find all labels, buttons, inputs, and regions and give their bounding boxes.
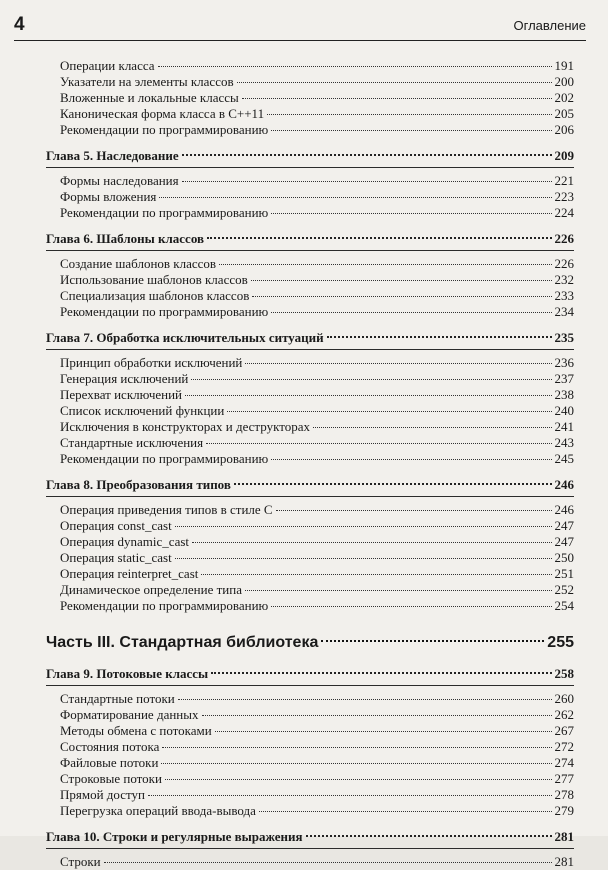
leader-dots	[104, 852, 552, 863]
entry-page: 202	[554, 90, 574, 105]
entry-page: 272	[554, 739, 574, 754]
entry-title: Стандартные исключения	[60, 435, 204, 450]
entry-page: 246	[554, 502, 574, 517]
chapter-page: 258	[554, 666, 574, 681]
entry-title: Прямой доступ	[60, 787, 145, 802]
entry-page: 223	[554, 189, 574, 204]
entry-title: Динамическое определение типа	[60, 582, 242, 597]
entry-page: 226	[554, 256, 574, 271]
leader-dots	[182, 171, 552, 182]
leader-dots	[207, 227, 551, 239]
entry-title: Перехват исключений	[60, 387, 183, 402]
entry-title: Операции класса	[60, 58, 155, 73]
chapter-title: Глава 9. Потоковые классы	[46, 666, 209, 681]
toc-chapter-9[interactable]	[46, 665, 574, 683]
leader-dots	[245, 580, 552, 591]
leader-dots	[271, 120, 551, 131]
entry-title: Рекомендации по программированию	[60, 122, 269, 137]
chapter-title: Глава 6. Шаблоны классов	[46, 231, 205, 246]
entry-page: 279	[554, 803, 574, 818]
entry-page: 250	[554, 550, 574, 565]
leader-dots	[165, 769, 552, 780]
chapter-rule	[46, 496, 574, 497]
entry-title: Вложенные и локальные классы	[60, 90, 239, 105]
chapter-rule	[46, 685, 574, 686]
entry-page: 245	[554, 451, 574, 466]
entry-page: 262	[554, 707, 574, 722]
chapter-rule	[46, 848, 574, 849]
entry-title: Создание шаблонов классов	[60, 256, 217, 271]
chapter-title: Глава 10. Строки и регулярные выражения	[46, 829, 303, 844]
chapter-rule	[46, 349, 574, 350]
entry-title: Специализация шаблонов классов	[60, 288, 250, 303]
chapter-page: 209	[554, 148, 574, 163]
entry-page: 233	[554, 288, 574, 303]
entry-title: Формы вложения	[60, 189, 157, 204]
entry-page: 240	[554, 403, 574, 418]
chapter-page: 246	[554, 477, 574, 492]
leader-dots	[267, 104, 551, 115]
chapter-title: Глава 5. Наследование	[46, 148, 179, 163]
page-header	[14, 14, 586, 41]
leader-dots	[215, 721, 552, 732]
entry-title: Операция приведения типов в стиле С	[60, 502, 273, 517]
part-title: Часть III. Стандартная библиотека	[46, 634, 319, 651]
leader-dots	[276, 500, 552, 511]
leader-dots	[161, 753, 551, 764]
entry-title: Рекомендации по программированию	[60, 304, 269, 319]
entry-page: 243	[554, 435, 574, 450]
leader-dots	[237, 72, 552, 83]
leader-dots	[159, 187, 551, 198]
leader-dots	[251, 270, 552, 281]
page-number: 4	[14, 14, 25, 35]
entry-page: 237	[554, 371, 574, 386]
running-title: Оглавление	[513, 18, 586, 33]
entry-page: 252	[554, 582, 574, 597]
entry-page: 232	[554, 272, 574, 287]
entry-title: Список исключений функции	[60, 403, 225, 418]
leader-dots	[162, 737, 551, 748]
entry-title: Перегрузка операций ввода-вывода	[60, 803, 256, 818]
leader-dots	[202, 705, 552, 716]
leader-dots	[219, 254, 551, 265]
entry-title: Методы обмена с потоками	[60, 723, 212, 738]
toc-entry[interactable]	[46, 122, 574, 138]
leader-dots	[211, 662, 551, 674]
chapter-rule	[46, 250, 574, 251]
leader-dots	[185, 385, 551, 396]
entry-page: 267	[554, 723, 574, 738]
leader-dots	[206, 433, 551, 444]
entry-page: 260	[554, 691, 574, 706]
leader-dots	[242, 88, 552, 99]
chapter-page: 226	[554, 231, 574, 246]
entry-page: 274	[554, 755, 574, 770]
toc-entry[interactable]	[46, 205, 574, 221]
chapter-rule	[46, 167, 574, 168]
leader-dots	[178, 689, 552, 700]
toc-chapter-10[interactable]	[46, 828, 574, 846]
entry-page: 241	[554, 419, 574, 434]
entry-title: Рекомендации по программированию	[60, 598, 269, 613]
entry-title: Каноническая форма класса в C++11	[60, 106, 265, 121]
entry-page: 221	[554, 173, 574, 188]
leader-dots	[259, 801, 552, 812]
leader-dots	[321, 630, 544, 642]
entry-title: Операция static_cast	[60, 550, 172, 565]
toc-part-3[interactable]	[46, 630, 574, 656]
entry-title: Использование шаблонов классов	[60, 272, 248, 287]
entry-title: Файловые потоки	[60, 755, 159, 770]
entry-page: 251	[554, 566, 574, 581]
leader-dots	[148, 785, 552, 796]
leader-dots	[175, 548, 552, 559]
entry-page: 278	[554, 787, 574, 802]
entry-page: 200	[554, 74, 574, 89]
leader-dots	[271, 596, 551, 607]
toc-chapter-6[interactable]	[46, 230, 574, 248]
entry-title: Принцип обработки исключений	[60, 355, 243, 370]
leader-dots	[201, 564, 551, 575]
entry-page: 191	[554, 58, 574, 73]
chapter-title: Глава 7. Обработка исключительных ситуаций	[46, 330, 324, 345]
part-page: 255	[547, 634, 574, 651]
entry-page: 206	[554, 122, 574, 137]
entry-title: Генерация исключений	[60, 371, 189, 386]
entry-title: Форматирование данных	[60, 707, 199, 722]
entry-title: Строковые потоки	[60, 771, 162, 786]
toc-entry[interactable]	[46, 304, 574, 320]
spacer	[46, 614, 574, 630]
chapter-page: 281	[554, 829, 574, 844]
leader-dots	[192, 532, 551, 543]
entry-title: Состояния потока	[60, 739, 160, 754]
chapter-page: 235	[554, 330, 574, 345]
leader-dots	[227, 401, 551, 412]
leader-dots	[271, 203, 551, 214]
entry-title: Операция dynamic_cast	[60, 534, 190, 549]
entry-page: 254	[554, 598, 574, 613]
leader-dots	[252, 286, 551, 297]
leader-dots	[271, 302, 551, 313]
entry-title: Операция const_cast	[60, 518, 172, 533]
entry-title: Операция reinterpret_cast	[60, 566, 199, 581]
leader-dots	[175, 516, 552, 527]
toc-chapter-8[interactable]	[46, 476, 574, 494]
leader-dots	[245, 353, 551, 364]
table-of-contents	[46, 58, 574, 870]
entry-page: 281	[554, 854, 574, 869]
entry-page: 247	[554, 518, 574, 533]
leader-dots	[271, 449, 551, 460]
entry-page: 224	[554, 205, 574, 220]
leader-dots	[158, 56, 552, 67]
entry-title: Стандартные потоки	[60, 691, 175, 706]
entry-page: 236	[554, 355, 574, 370]
entry-title: Указатели на элементы классов	[60, 74, 234, 89]
toc-entry[interactable]	[46, 854, 574, 870]
leader-dots	[327, 326, 552, 338]
entry-title: Строки	[60, 854, 101, 869]
entry-title: Рекомендации по программированию	[60, 205, 269, 220]
entry-page: 238	[554, 387, 574, 402]
toc-entry[interactable]	[46, 598, 574, 614]
leader-dots	[191, 369, 551, 380]
leader-dots	[306, 825, 552, 837]
entry-page: 277	[554, 771, 574, 786]
chapter-title: Глава 8. Преобразования типов	[46, 477, 231, 492]
leader-dots	[234, 473, 552, 485]
entry-title: Формы наследования	[60, 173, 179, 188]
toc-entry[interactable]	[46, 803, 574, 819]
entry-page: 234	[554, 304, 574, 319]
toc-chapter-7[interactable]	[46, 329, 574, 347]
leader-dots	[182, 144, 552, 156]
entry-title: Рекомендации по программированию	[60, 451, 269, 466]
entry-page: 205	[554, 106, 574, 121]
toc-entry[interactable]	[46, 451, 574, 467]
leader-dots	[313, 417, 551, 428]
entry-page: 247	[554, 534, 574, 549]
entry-title: Исключения в конструкторах и деструкторах	[60, 419, 311, 434]
toc-chapter-5[interactable]	[46, 147, 574, 165]
